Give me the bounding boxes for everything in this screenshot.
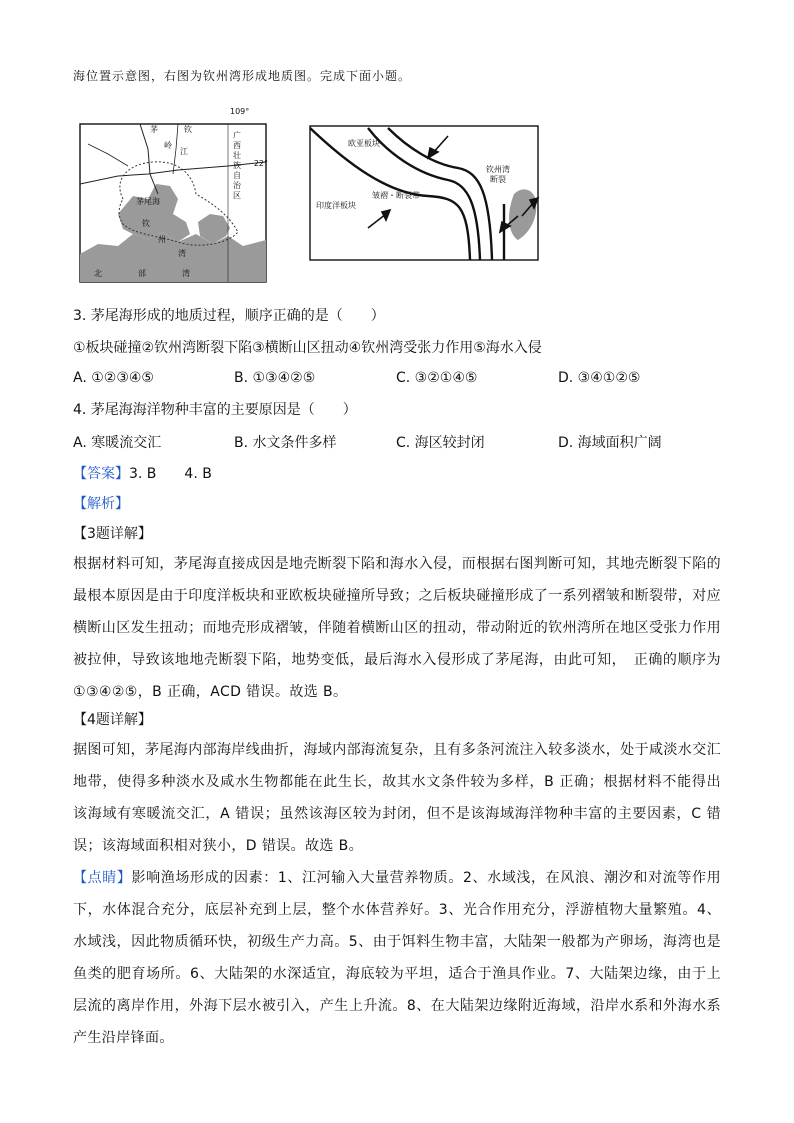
detail3-text: 根据材料可知，茅尾海直接成因是地壳断裂下陷和海水入侵，而根据右图判断可知，其地壳断裂下陷的最根本原因是由于印度洋板块和亚欧板块碰撞所导致；之后板块碰撞形成了一系列褶皱和断裂带，对应横断山区发生扭动；而地壳形成褶皱，伴随着横断山区的扭动，带动附近的钦州湾所在地区受张力作用被拉伸，导致该地地壳断裂下陷，地势变低，最后海水入侵形成了茅尾海，由此可知， 正确的顺序为①③④②⑤，B 正确，ACD 错误。故选 B。: [73, 556, 721, 700]
place-label-8: 湾: [178, 249, 186, 258]
q4-option-d[interactable]: D. 海域面积广阔: [558, 435, 662, 451]
region-char-5: 自: [233, 171, 241, 180]
q4-stem: 4. 茅尾海海洋物种丰富的主要原因是（ ）: [73, 402, 357, 418]
fold-fault-label: 皱褶・断裂带: [372, 191, 420, 200]
place-label-1: 茅: [150, 125, 158, 134]
right-map: [308, 124, 540, 262]
place-label-6: 钦: [142, 219, 150, 228]
qinzhou-fault-label-2: 断裂: [490, 175, 506, 184]
q3-items: ①板块碰撞②钦州湾断裂下陷③横断山区扭动④钦州湾受张力作用⑤海水入侵: [73, 340, 542, 356]
q3-option-d[interactable]: D. ③④①②⑤: [558, 370, 641, 386]
lat-label: 22°: [253, 159, 268, 168]
q4-option-b[interactable]: B. 水文条件多样: [234, 435, 337, 451]
tip-label: 【点睛】: [73, 870, 132, 886]
region-char-4: 族: [233, 161, 241, 170]
place-label-5: 茅尾海: [136, 197, 160, 206]
answer-line: [73, 464, 212, 484]
tip-text: 影响渔场形成的因素：1、江河输入大量营养物质。2、水域浅，在风浪、潮汐和对流等作用下，水体混合充分，底层补充到上层，整个水体营养好。3、光合作用充分，浮游植物大量繁殖。4、水域浅，因此物质循环快，初级生产力高。5、由于饵料生物丰富，大陆架一般都为产卵场，海湾也是鱼类的肥育场所。6、大陆架的水深适宜，海底较为平坦，适合于渔具作业。7、大陆架边缘，由于上层流的离岸作用，外海下层水被引入，产生上升流。8、在大陆架边缘附近海域，沿岸水系和外海水系产生沿岸锋面。: [73, 870, 721, 1046]
lon-label: 109°: [230, 107, 250, 116]
left-map: [78, 104, 268, 284]
region-char-1: 广: [233, 131, 241, 140]
q3-option-a[interactable]: A. ①②③④⑤: [73, 370, 154, 386]
place-label-3: 岭: [164, 141, 172, 150]
detail4-text: 据图可知，茅尾海内部海岸线曲折，海域内部海流复杂，且有多条河流注入较多淡水，处于咸淡水交汇地带，使得多种淡水及咸水生物都能在此生长，故其水文条件较为多样，B 正确；根据材料不能得出该海域有寒暖流交汇，A 错误；虽然该海区较为封闭，但不是该海域海洋物种丰富的主要因素，C 错误；该海域面积相对狭小，D 错误。故选 B。: [73, 742, 721, 854]
place-label-4: 江: [180, 147, 188, 156]
q4-option-c[interactable]: C. 海区较封闭: [396, 435, 485, 451]
region-char-7: 区: [233, 191, 241, 200]
place-label-11: 湾: [182, 269, 190, 278]
intro-text: 海位置示意图，右图为钦州湾形成地质图。完成下面小题。: [73, 69, 412, 83]
region-char-2: 西: [233, 141, 241, 150]
q3-option-c[interactable]: C. ③②①④⑤: [396, 370, 478, 386]
place-label-7: 州: [158, 235, 166, 244]
analysis-label: 【解析】: [73, 496, 129, 512]
detail3-title: 【3题详解】: [73, 526, 152, 542]
tip-block: [73, 862, 721, 1054]
answer-label: 【答案】: [73, 466, 129, 482]
place-label-10: 部: [138, 269, 146, 278]
eurasia-plate-label: 欧亚板块: [348, 139, 380, 148]
q3-option-b[interactable]: B. ①③④②⑤: [234, 370, 316, 386]
detail4-title: 【4题详解】: [73, 712, 152, 728]
region-char-3: 壮: [233, 151, 241, 160]
region-char-6: 治: [233, 181, 241, 190]
indian-plate-label: 印度洋板块: [316, 201, 356, 210]
q3-stem: 3. 茅尾海形成的地质过程，顺序正确的是（ ）: [73, 308, 385, 324]
q4-option-a[interactable]: A. 寒暖流交汇: [73, 435, 162, 451]
place-label-9: 北: [94, 269, 102, 278]
answer-value: 3. B 4. B: [129, 466, 212, 482]
qinzhou-fault-label-1: 钦州湾: [486, 165, 510, 174]
place-label-2: 钦: [184, 125, 192, 134]
